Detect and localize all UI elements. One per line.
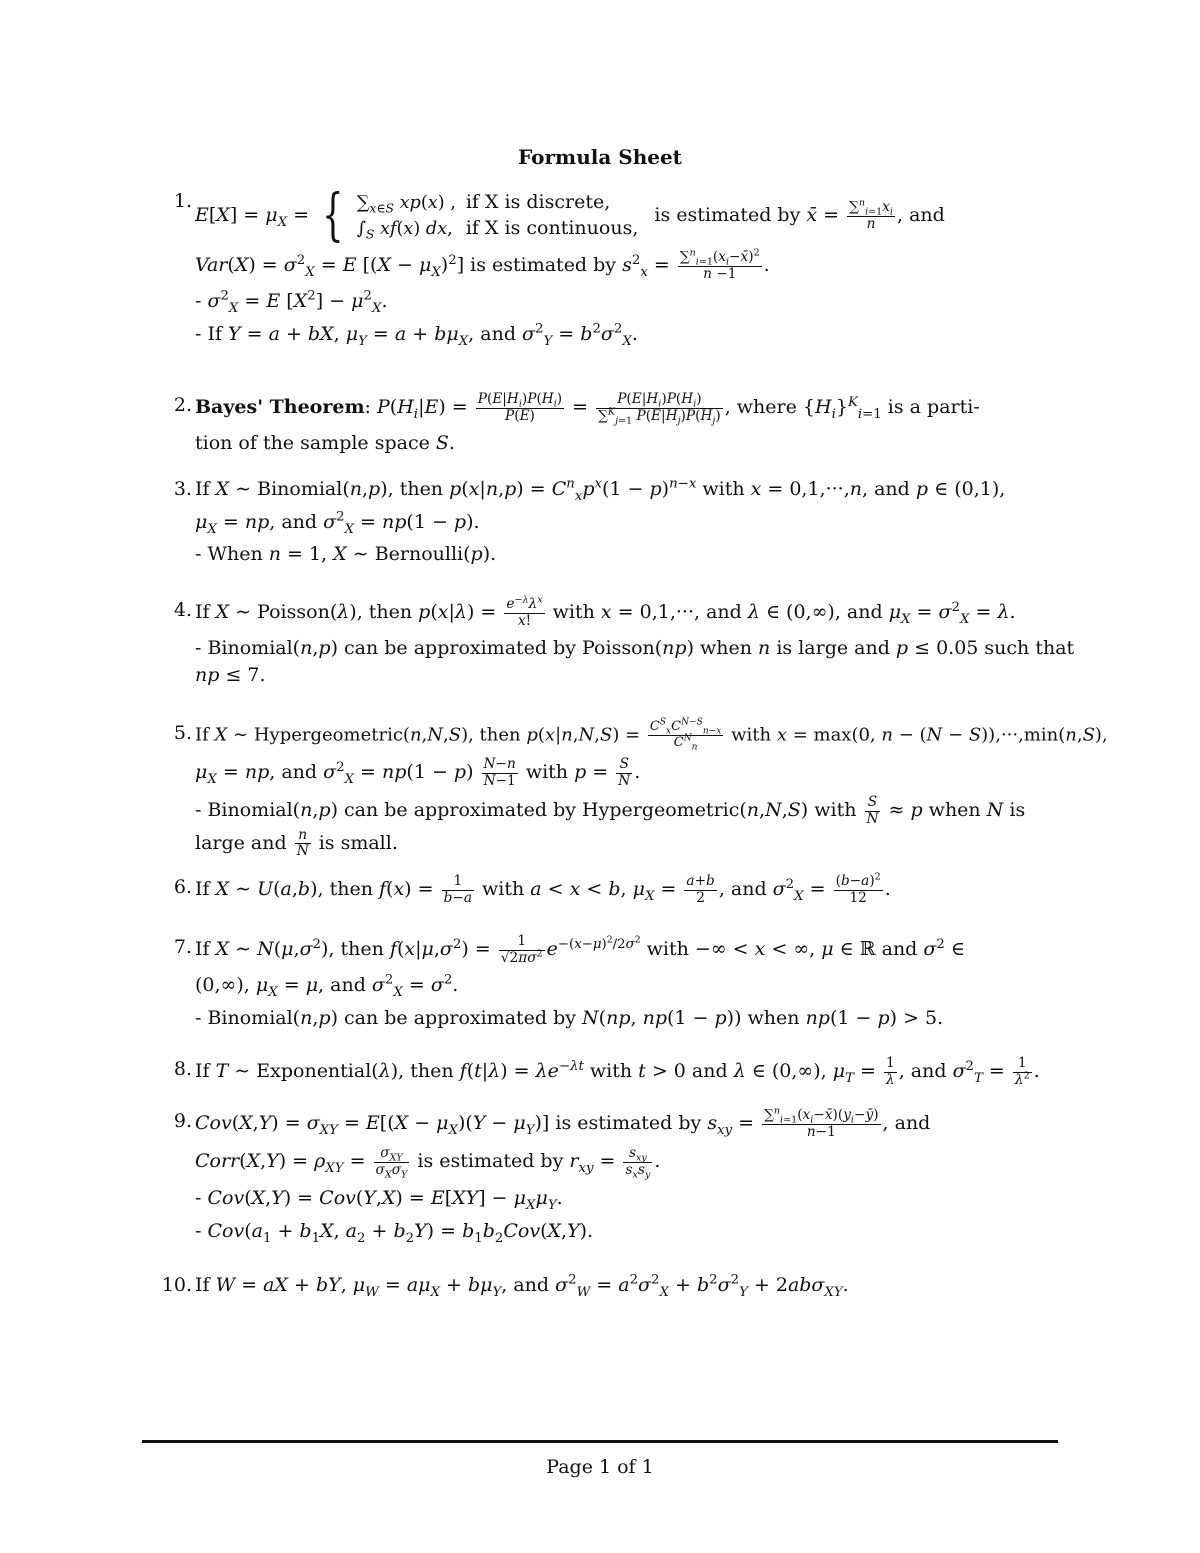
piecewise-cases: { $\sum_{x\in S}$ xp(x) , if X is discrete, $\int_S$ xf(x) dx, if X is continuous, [315,188,648,244]
formula-item-6 [150,871,1060,912]
covariance-linear-rule: - $Cov(a_1 + b_1X$, $a_2 + b_2Y) = b_1b_2Cov(X,Y)$. [195,1219,594,1246]
hypergeometric-pmf: If X ∼ Hypergeometric(n,N,S), then p(x|n,N,S) = $\frac{C^S_xC^{N-S}_{n-x}}{C^N_n}$ with x = max(0, n − (N − S)),···,min(n,S), [195,717,1108,753]
covariance-identity: - $Cov(X,Y) = Cov(Y,X) = E[XY] - \mu_X\mu_Y$. [195,1186,563,1213]
item-number: 2. [173,394,192,416]
item-number: 7. [173,936,192,958]
covariance-definition: $Cov(X,Y) = \sigma_{XY} = E[(X - \mu_X)(Y - \mu_Y)]$ is estimated by $s_{xy}$ = $\frac{\sum^n_{i=1}(x_i-x̄)(y_i-ȳ)}{n-1}$ , and [195,1105,931,1140]
item-number: 3. [173,478,192,500]
left-brace-icon: { [322,183,344,248]
bayes-theorem: Bayes' Theorem: $P(H_i|E)$ = $\frac{P(E|H_i)P(H_i)}{P(E)}$ = $\frac{P(E|H_i)P(H_i)}{\sum^K_{j=1} P(E|H_j)P(H_j)}$ , where $\{H_i\}^K_{i=1}$ is a parti- [195,391,980,427]
case-continuous-label: if X is continuous, [465,217,639,240]
formula-item-7 [150,934,1060,1032]
footer-divider [142,1440,1058,1443]
item-number: 4. [173,599,192,621]
variance-definition: $Var(X) = \sigma^2_X = E$ $[(X - \mu_X)^2]$ is estimated by $s^2_x$ = $\frac{\sum^n_{i=1}(x_i-x̄)^2}{n -1}$ . [195,247,770,282]
formula-item-2 [150,392,1060,463]
item-number: 9. [173,1110,192,1132]
formula-item-4 [150,594,1075,695]
linear-combination-variance: If W = aX + bY, $\mu_W = a\mu_X + b\mu_Y$, and $\sigma^2_W = a^2\sigma^2_X + b^2\sigma^2_Y + 2ab\sigma_{XY}$. [195,1272,849,1300]
item-number: 10. [161,1274,192,1296]
bernoulli-note: - When n = 1, X ∼ Bernoulli(p). [195,543,497,566]
uniform-density: If X ∼ U(a,b), then f(x) = $\frac{1}{b-a}$ with a < x < b, $\mu_X$ = $\frac{a+b}{2}$ , and $\sigma^2_X$ = $\frac{(b-a)^2}{12}$ . [195,871,891,906]
sample-space-text: tion of the sample space [195,432,430,455]
formula-item-3 [150,476,1060,568]
formula-item-9 [150,1105,1060,1246]
hypergeometric-moments: $\mu_X$ = np, and $\sigma^2_X = np(1 - p)$ $\frac{N-n}{N-1}$ with p = $\frac{S}{N}$ . [195,755,641,789]
partition-text: is a parti- [887,396,980,419]
page-number: Page 1 of 1 [546,1456,654,1478]
poisson-approx-note: - Binomial(n,p) can be approximated by Poisson(np) when n is large and p ≤ 0.05 such that [195,637,1075,660]
formula-item-5 [150,717,1108,866]
sample-mean-fraction: $\frac{\sum^n_{i=1}x_i}{n}$ [849,197,893,232]
bayes-theorem-cont: tion of the sample space S. [195,432,455,455]
item-body [195,594,1075,689]
expectation-definition: $E[X] = \mu_X$ = { $\sum_{x\in S}$ xp(x) , if X is discrete, $\int_S$ xf(x) dx, if X is continuous, is estimated by x̄ = $\frac{\sum^n_{i=1}x_i}{n}$ , and [195,183,945,248]
item-body [195,1272,1060,1299]
case-discrete-label: if X is discrete, [465,191,611,214]
item-body [195,1056,1060,1088]
item-body [195,1105,1060,1246]
item-body [195,717,1108,860]
variance-identity: - $\sigma^2_X = E$ $[X^2] - \mu^2_X$. [195,289,388,317]
item-body [195,392,1060,457]
hypergeometric-approx-note: - Binomial(n,p) can be approximated by Hypergeometric(n,N,S) with $\frac{S}{N}$ ≈ p when N is [195,794,1026,827]
formula-item-1 [150,183,1060,354]
sample-variance-fraction: $\frac{\sum^n_{i=1}(x_i-x̄)^2}{n -1}$ [679,247,760,282]
page-title: Formula Sheet [518,145,682,169]
and-text: and [909,204,945,226]
item-number: 8. [173,1058,192,1080]
poisson-pmf: If X ∼ Poisson(λ), then p(x|λ) = $\frac{e^{-\lambda}\lambda^x}{x!}$ with x = 0,1,···, and λ ∈ (0,∞), and $\mu_X = \sigma^2_X = \lambda$. [195,594,1016,629]
formula-item-10 [150,1272,1060,1305]
poisson-approx-note-cont: np ≤ 7. [195,664,266,687]
item-body [195,183,1060,349]
correlation-definition: Corr(X,Y) = $\rho_{XY}$ = $\frac{\sigma_{XY}}{\sigma_X\sigma_Y}$ is estimated by $r_{xy}$ = $\frac{s_{xy}}{s_xs_y}$ . [195,1145,661,1181]
item-body [195,871,1060,906]
normal-moments: (0,∞), $\mu_X = \mu$, and $\sigma^2_X = \sigma^2$. [195,973,459,1001]
hypergeometric-approx-note-cont: large and $\frac{n}{N}$ is small. [195,826,398,860]
linear-transform-rule: - If Y = a + bX, $\mu_Y = a + b\mu_X$, and $\sigma^2_Y = b^2\sigma^2_X$. [195,321,638,349]
formula-item-8 [150,1056,1060,1094]
exponential-density: If T ∼ Exponential(λ), then $f(t|\lambda) = \lambda e^{-\lambda t}$ with t > 0 and λ ∈ (0,∞), $\mu_T$ = $\frac{1}{\lambda}$ , and $\sigma^2_T$ = $\frac{1}{\lambda^2}$ . [195,1055,1040,1088]
bayes-label: Bayes' Theorem [195,396,365,419]
item-number: 1. [173,190,192,212]
item-number: 6. [173,876,192,898]
item-number: 5. [173,722,192,744]
item-body [195,934,1060,1032]
normal-approx-note: - Binomial(n,p) can be approximated by N(np, np(1 − p)) when np(1 − p) > 5. [195,1007,944,1030]
estimated-by-text: is estimated by [654,204,801,226]
binomial-moments: $\mu_X$ = np, and $\sigma^2_X = np(1 - p)$. [195,509,480,537]
item-body [195,476,1060,568]
binomial-pmf: If X ∼ Binomial(n,p), then $p(x|n,p) = C^n_xp^x(1 - p)^{n-x}$ with x = 0,1,···,n, and p ∈ (0,1), [195,476,1006,504]
normal-density: If X ∼ $N(\mu,\sigma^2)$, then $f(x|\mu,\sigma^2)$ = $\frac{1}{√2\pi\sigma^2}$ $e^{-(x-\mu)^2/2\sigma^2}$ with −∞ < x < ∞, μ ∈ ℝ and $\sigma^2$ ∈ [195,933,965,966]
where-text: where [736,396,797,419]
